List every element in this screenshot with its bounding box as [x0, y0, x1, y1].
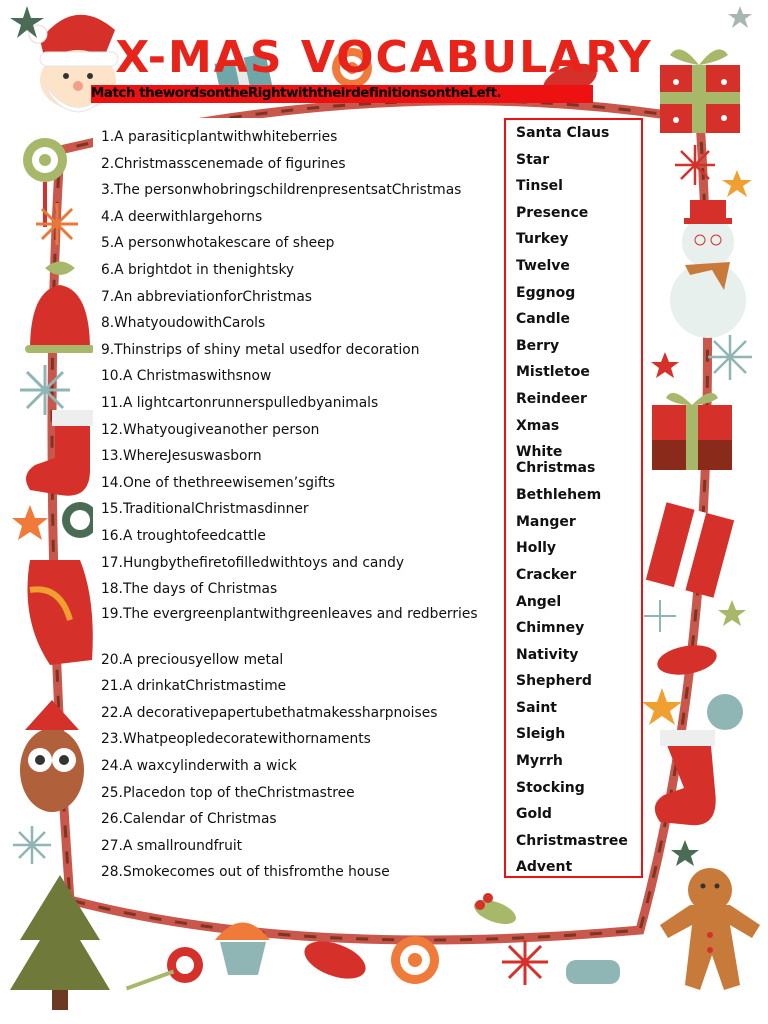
- definition-item: 21.A drinkatChristmastime: [101, 678, 287, 695]
- word-item: Turkey: [516, 231, 569, 248]
- gift-icon: [652, 393, 732, 470]
- snowman-icon: [670, 200, 746, 338]
- word-item: Chimney: [516, 620, 585, 637]
- word-item: Twelve: [516, 257, 570, 274]
- word-item: Advent: [516, 859, 573, 876]
- snowflake-icon: [20, 365, 70, 415]
- definitions-list: [101, 124, 501, 886]
- definition-item: 3.The personwhobringschildrenpresentsatChristmas: [101, 182, 462, 199]
- word-item: Cracker: [516, 566, 577, 583]
- word-item: Angel: [516, 593, 562, 610]
- definition-item: 15.TraditionalChristmasdinner: [101, 501, 309, 518]
- definition-item: 16.A troughtofeedcattle: [101, 527, 266, 544]
- definition-item: 14.One of thethreewisemen’sgifts: [101, 474, 336, 491]
- definition-item: 13.WhereJesuswasborn: [101, 448, 262, 465]
- word-bank: [504, 118, 643, 878]
- word-item: Manger: [516, 513, 576, 530]
- definition-item: 26.Calendar of Christmas: [101, 811, 277, 828]
- word-item: Santa Claus: [516, 125, 610, 141]
- definition-item: 23.Whatpeopledecoratewithornaments: [101, 731, 371, 748]
- definition-item: 19.The evergreenplantwithgreenleaves and redberries: [101, 605, 478, 622]
- definition-item: 17.Hungbythefiretofilledwithtoys and candy: [101, 554, 405, 571]
- definition-item: 25.Placedon top of theChristmastree: [101, 784, 355, 801]
- definition-item: 6.A brightdot in thenightsky: [101, 261, 295, 278]
- word-item: Nativity: [516, 646, 579, 663]
- definition-item: 12.Whatyougiveanother person: [101, 421, 320, 438]
- word-item: White Christmas: [516, 444, 596, 477]
- word-item: Holly: [516, 540, 557, 557]
- definition-item: 11.A lightcartonrunnerspulledbyanimals: [101, 394, 379, 411]
- snowflake-icon: [36, 203, 78, 245]
- word-item: Myrrh: [516, 753, 563, 770]
- word-item: Shepherd: [516, 673, 592, 690]
- word-item: Tinsel: [516, 178, 563, 195]
- candy-icon: [566, 960, 620, 984]
- word-item: Gold: [516, 806, 552, 823]
- word-item: Christmastree: [516, 832, 628, 849]
- snowflake-icon: [708, 335, 752, 380]
- holly-icon: [471, 893, 519, 929]
- word-item: Stocking: [516, 779, 585, 796]
- definition-item: 20.A preciousyellow metal: [101, 651, 284, 668]
- definition-item: 4.A deerwithlargehorns: [101, 208, 263, 225]
- instruction-banner: Match thewordsontheRightwiththeirdefinitionsontheLeft.: [91, 85, 593, 103]
- definition-item: 28.Smokecomes out of thisfromthe house: [101, 864, 390, 881]
- definition-item: 9.Thinstrips of shiny metal usedfor decoration: [101, 341, 420, 358]
- definition-item: 18.The days of Christmas: [101, 581, 278, 598]
- snowflake-icon: [675, 145, 715, 185]
- snowflake-icon: [644, 600, 676, 632]
- word-list: [516, 123, 641, 884]
- definition-item: 24.A waxcylinderwith a wick: [101, 758, 297, 775]
- word-item: Star: [516, 151, 550, 168]
- gift-icon: [646, 502, 734, 597]
- bell-icon: [25, 262, 95, 354]
- word-item: Reindeer: [516, 390, 587, 407]
- christmas-tree-icon: [10, 875, 110, 1010]
- gift-icon: [28, 560, 93, 665]
- word-item: Berry: [516, 337, 560, 354]
- candy-icon: [655, 641, 719, 679]
- word-item: Xmas: [516, 417, 560, 434]
- definition-item: 10.A Christmaswithsnow: [101, 368, 272, 385]
- definition-item: 27.A smallroundfruit: [101, 837, 243, 854]
- word-item: Eggnog: [516, 284, 576, 301]
- stocking-icon: [655, 730, 716, 825]
- snowflake-icon: [502, 940, 548, 985]
- word-item: Mistletoe: [516, 364, 590, 381]
- definition-item: 5.A personwhotakescare of sheep: [101, 235, 335, 252]
- stocking-icon: [26, 410, 94, 496]
- word-item: Presence: [516, 204, 589, 221]
- word-item: Saint: [516, 699, 557, 716]
- owl-icon: [20, 700, 84, 812]
- word-item: Candle: [516, 311, 571, 328]
- definition-item: 22.A decorativepapertubethatmakessharpnoises: [101, 704, 438, 721]
- word-item: Bethlehem: [516, 487, 602, 504]
- definition-item: 8.WhatyoudowithCarols: [101, 315, 266, 332]
- lollipop-icon: [126, 947, 203, 990]
- definition-item: 1.A parasiticplantwithwhiteberries: [101, 129, 338, 145]
- word-item: Sleigh: [516, 726, 566, 743]
- gingerbread-man-icon: [660, 868, 760, 990]
- definition-item: 7.An abbreviationforChristmas: [101, 288, 312, 305]
- page-title: X-MAS VOCABULARY: [115, 32, 653, 84]
- snowflake-icon: [13, 826, 51, 864]
- definition-item: 2.Christmasscenemade of figurines: [101, 155, 346, 172]
